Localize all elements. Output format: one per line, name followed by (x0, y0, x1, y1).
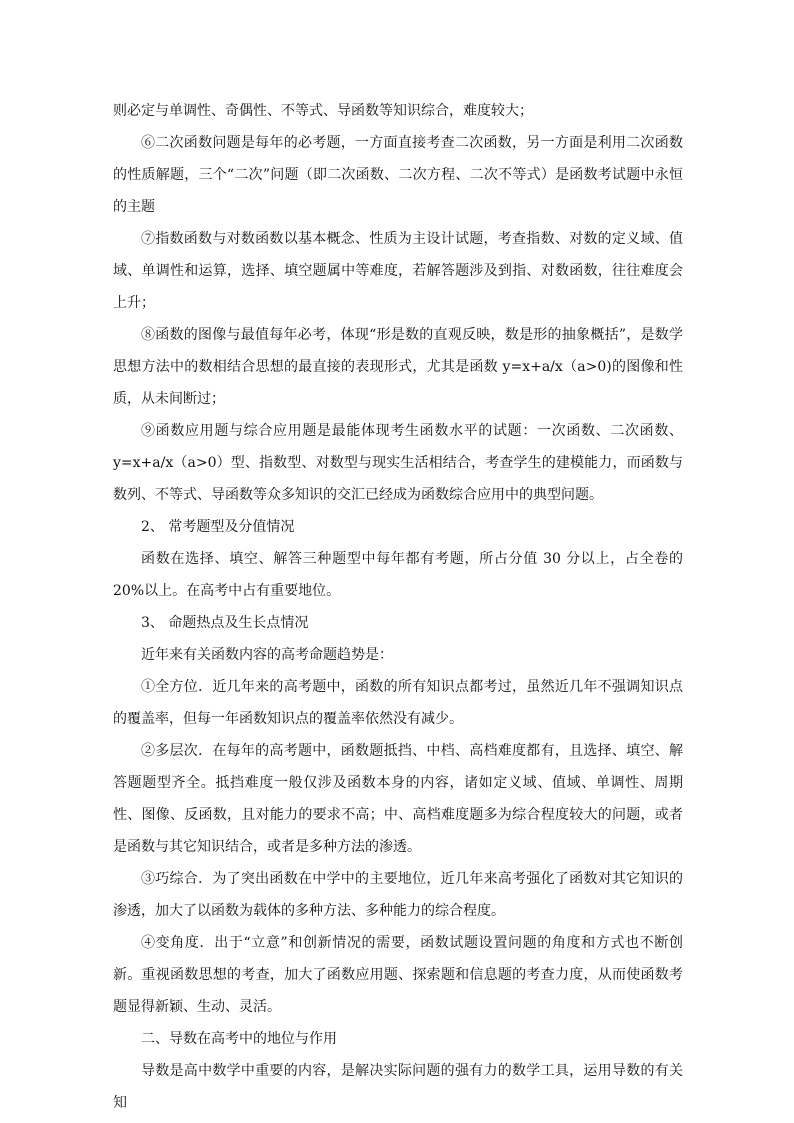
paragraph-trend-intro: 近年来有关函数内容的高考命题趋势是： (141, 647, 393, 663)
document-body (113, 95, 683, 1119)
paragraph-trend-3: ③巧综合．为了突出函数在中学中的主要地位，近几年来高考强化了函数对其它知识的渗透，加大了以函数为载体的多种方法、多种能力的综合程度。 (113, 871, 683, 919)
paragraph-continuation: 则必定与单调性、奇偶性、不等式、导函数等知识综合，难度较大； (113, 103, 533, 119)
paragraph-trend-1: ①全方位．近几年来的高考题中，函数的所有知识点都考过，虽然近几年不强调知识点的覆盖率，但每一年函数知识点的覆盖率依然没有减少。 (113, 679, 683, 727)
paragraph-trend-2: ②多层次．在每年的高考题中，函数题抵挡、中档、高档难度都有，且选择、填空、解答题题型齐全。抵挡难度一般仅涉及函数本身的内容，诸如定义域、值域、单调性、周期性、图像、反函数，且对能力的要求不高；中、高档难度题多为综合程度较大的问题，或者是函数与其它知识结合，或者是多种方法的渗透。 (113, 743, 683, 855)
section-heading-2: 2、 常考题型及分值情况 (141, 519, 295, 535)
section-heading-3: 3、 命题热点及生长点情况 (141, 615, 309, 631)
paragraph-score-info: 函数在选择、填空、解答三种题型中每年都有考题，所占分值 30 分以上，占全卷的 20%以上。在高考中占有重要地位。 (113, 551, 683, 599)
paragraph-trend-4: ④变角度．出于“立意”和创新情况的需要，函数试题设置问题的角度和方式也不断创新。重视函数思想的考查，加大了函数应用题、探索题和信息题的考查力度，从而使函数考题显得新颖、生动、灵活。 (113, 935, 683, 1015)
paragraph-item-6: ⑥二次函数问题是每年的必考题，一方面直接考查二次函数，另一方面是利用二次函数的性质解题，三个“二次”问题（即二次函数、二次方程、二次不等式）是函数考试题中永恒的主题 (113, 135, 683, 215)
paragraph-item-7: ⑦指数函数与对数函数以基本概念、性质为主设计试题，考查指数、对数的定义域、值域、单调性和运算，选择、填空题属中等难度，若解答题涉及到指、对数函数，往往难度会上升； (113, 231, 683, 311)
section-heading-derivative: 二、导数在高考中的地位与作用 (141, 1031, 337, 1047)
paragraph-derivative-intro: 导数是高中数学中重要的内容，是解决实际问题的强有力的数学工具，运用导数的有关知 (113, 1063, 683, 1111)
paragraph-item-9: ⑨函数应用题与综合应用题是最能体现考生函数水平的试题：一次函数、二次函数、y=x+a/x（a>0）型、指数型、对数型与现实生活相结合，考查学生的建模能力，而函数与数列、不等式、导函数等众多知识的交汇已经成为函数综合应用中的典型问题。 (113, 423, 683, 503)
paragraph-item-8: ⑧函数的图像与最值每年必考，体现“形是数的直观反映，数是形的抽象概括”，是数学思想方法中的数相结合思想的最直接的表现形式，尤其是函数 y=x+a/x（a>0)的图像和性质，从未间断过； (113, 327, 683, 407)
